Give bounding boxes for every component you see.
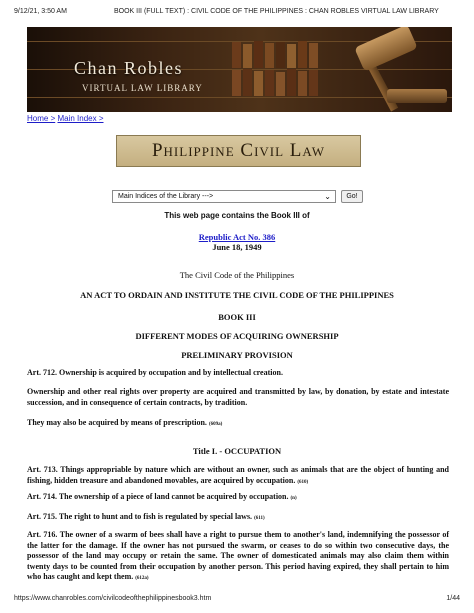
article-reference: (611): [254, 516, 265, 521]
book-heading: BOOK III: [218, 312, 256, 322]
modes-heading: DIFFERENT MODES OF ACQUIRING OWNERSHIP: [135, 331, 339, 341]
print-url: https://www.chanrobles.com/civilcodeofthephilippinesbook3.htm: [14, 595, 212, 602]
gavel-icon: [354, 27, 418, 72]
prescription-text: They may also be acquired by means of prescription.: [27, 418, 207, 427]
title-one-heading: Title I. - OCCUPATION: [192, 446, 282, 456]
gavel-block: [387, 89, 447, 103]
site-logo-subtitle: VIRTUAL LAW LIBRARY: [82, 83, 203, 93]
article-713: [27, 465, 449, 488]
article-716-text: Art. 716. The owner of a swarm of bees shall have a right to pursue them to another's land, indemnifying the possessor of the latter for the damage. If the owner has not pursued the swarm, or ceases to do so within two consecutive days, the possessor of the land may occupy or retain the same. The owner of domesticated animals may also claim them within twenty days to be counted from their occupation by another person. This period having expired, they shall pertain to him who has caught and kept them.: [27, 530, 449, 581]
print-page-title: BOOK III (FULL TEXT) : CIVIL CODE OF THE PHILIPPINES : CHAN ROBLES VIRTUAL LAW LIBRARY: [114, 8, 439, 15]
republic-act-date: June 18, 1949: [212, 242, 262, 252]
chevron-down-icon: ⌄: [324, 192, 331, 201]
page-contains-text: This web page contains the Book III of: [164, 211, 310, 220]
library-index-select[interactable]: [112, 190, 336, 203]
article-reference: (610): [297, 479, 309, 485]
breadcrumb-main-index-link[interactable]: Main Index >: [57, 114, 104, 123]
article-715-text: Art. 715. The right to hunt and to fish is regulated by special laws.: [27, 512, 253, 521]
article-715: [27, 512, 449, 525]
site-logo: Chan Robles: [74, 58, 183, 78]
article-reference: (612a): [135, 576, 149, 581]
republic-act-link[interactable]: Republic Act No. 386: [198, 232, 276, 242]
library-index-select-value: Main Indices of the Library --->: [118, 193, 214, 200]
ownership-paragraph: Ownership and other real rights over property are acquired and transmitted by law, by donation, by estate and intestate succession, and in consequence of certain contracts, by tradition.: [27, 387, 449, 407]
site-banner[interactable]: [27, 27, 452, 112]
print-footer: [14, 595, 460, 605]
breadcrumb-home-link[interactable]: Home >: [27, 114, 56, 123]
page-number: 1/44: [446, 595, 460, 602]
article-714-text: Art. 714. The ownership of a piece of land cannot be acquired by occupation.: [27, 492, 289, 501]
print-header: [14, 8, 460, 20]
article-716: [27, 530, 449, 585]
preliminary-heading: PRELIMINARY PROVISION: [181, 350, 293, 360]
print-datetime: 9/12/21, 3:50 AM: [14, 8, 67, 15]
code-title: The Civil Code of the Philippines: [179, 270, 295, 280]
breadcrumb: [27, 114, 104, 123]
philippine-civil-law-logo: Philippine Civil Law: [116, 135, 361, 167]
article-reference: (n): [290, 496, 297, 501]
act-title: AN ACT TO ORDAIN AND INSTITUTE THE CIVIL CODE OF THE PHILIPPINES: [80, 290, 394, 300]
article-714: [27, 492, 449, 505]
go-button[interactable]: Go!: [341, 190, 363, 203]
article-712: Art. 712. Ownership is acquired by occupation and by intellectual creation.: [27, 368, 283, 377]
article-reference: (609a): [208, 422, 223, 427]
prescription-paragraph: [27, 418, 449, 431]
article-713-text: Art. 713. Things appropriable by nature which are without an owner, such as animals that are the object of hunting and fishing, hidden treasure and abandoned movables, are acquired by occupation.: [27, 465, 449, 485]
